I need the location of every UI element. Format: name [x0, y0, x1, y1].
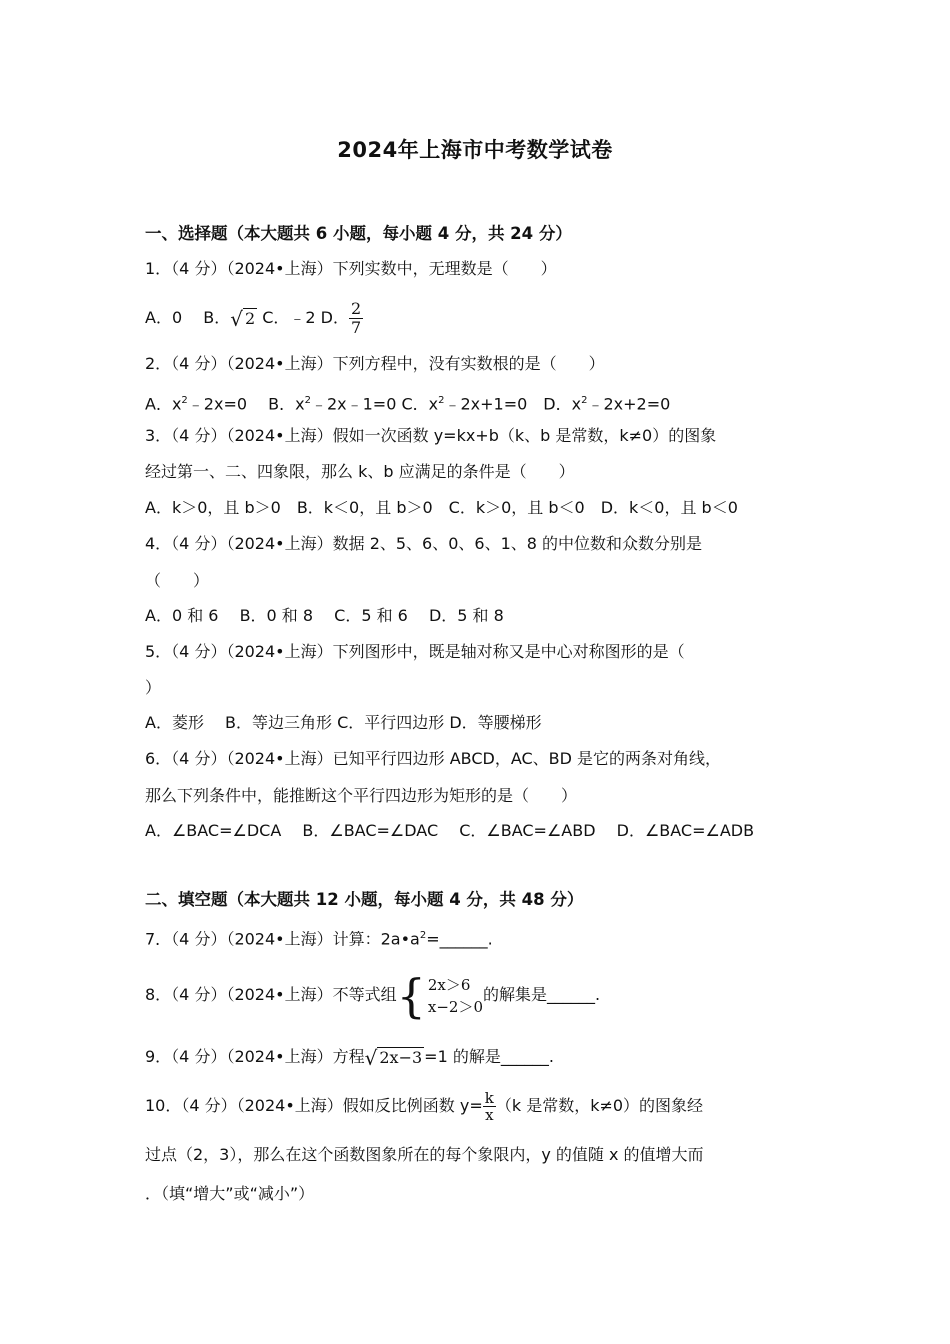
- question-3-options: A．k＞0，且 b＞0 B．k＜0，且 b＞0 C．k＞0，且 b＜0 D．k＜0，且 b＜0: [145, 498, 738, 517]
- question-5-options: A．菱形 B．等边三角形 C．平行四边形 D．等腰梯形: [145, 713, 542, 732]
- question-5-line-1: 5．（4 分）（2024•上海）下列图形中，既是轴对称又是中心对称图形的是（: [145, 642, 685, 661]
- exponent: 2: [181, 395, 188, 406]
- question-5-line-2: ）: [145, 678, 162, 697]
- section-heading-choice: 一、选择题（本大题共 6 小题，每小题 4 分，共 24 分）: [145, 224, 572, 243]
- exponent: 2: [304, 395, 311, 406]
- question-4-line-1: 4．（4 分）（2024•上海）数据 2、5、6、0、6、1、8 的中位数和众数分别是: [145, 534, 703, 553]
- q2-option-a-b: ﹣2x=0 B．x: [187, 394, 305, 414]
- question-8: [145, 968, 601, 1023]
- inequality-row-1: 2x＞6: [427, 975, 471, 994]
- q1-option-c-d: C．﹣2 D．: [257, 308, 349, 327]
- question-10-line-3: ．（填“增大”或“减小”）: [145, 1184, 315, 1203]
- q1-option-a-b: A．0 B．: [145, 308, 231, 327]
- q2-option-a-label: A．x: [145, 394, 182, 414]
- exponent: 2: [438, 395, 445, 406]
- question-2-options: [145, 390, 670, 415]
- question-9: [145, 1044, 554, 1070]
- section-heading-fill: 二、填空题（本大题共 12 小题，每小题 4 分，共 48 分）: [145, 890, 584, 909]
- q9-radicand: 2x−3: [379, 1048, 423, 1067]
- q9-blank: =1 的解是______.: [424, 1047, 554, 1066]
- sqrt-symbol: √ 2x−3: [364, 1046, 423, 1070]
- question-6-options: A．∠BAC=∠DCA B．∠BAC=∠DAC C．∠BAC=∠ABD D．∠BAC=∠ADB: [145, 821, 755, 840]
- fraction-numerator: k: [484, 1088, 494, 1107]
- q10-fraction: [483, 1090, 496, 1124]
- question-10-line-1: [145, 1086, 703, 1126]
- question-3-line-1: 3．（4 分）（2024•上海）假如一次函数 y=kx+b（k、b 是常数，k≠0）的图象: [145, 426, 717, 445]
- page-title: 2024年上海市中考数学试卷: [337, 138, 613, 162]
- q7-blank: =______.: [426, 929, 493, 949]
- question-6-line-2: 那么下列条件中，能推断这个平行四边形为矩形的是（ ）: [145, 786, 578, 805]
- fraction-numerator: 2: [351, 299, 362, 319]
- inequality-system: [396, 968, 484, 1023]
- q8-blank: 的解集是______.: [483, 985, 601, 1004]
- sqrt-symbol: √ 2: [230, 307, 256, 331]
- q1-radicand: 2: [244, 309, 256, 328]
- question-10-line-2: 过点（2，3），那么在这个函数图象所在的每个象限内，y 的值随 x 的值增大而: [145, 1145, 704, 1164]
- q9-stem: 9．（4 分）（2024•上海）方程: [145, 1047, 365, 1066]
- q8-stem: 8．（4 分）（2024•上海）不等式组: [145, 985, 397, 1004]
- question-7: [145, 925, 493, 950]
- fraction-denominator: x: [485, 1106, 494, 1124]
- q10-stem-continued: （k 是常数，k≠0）的图象经: [495, 1096, 704, 1115]
- q2-option-d: ﹣2x+2=0: [587, 394, 671, 414]
- exponent: 2: [581, 395, 588, 406]
- question-4-options: A．0 和 6 B．0 和 8 C．5 和 6 D．5 和 8: [145, 606, 504, 625]
- q10-stem: 10．（4 分）（2024•上海）假如反比例函数 y=: [145, 1096, 483, 1115]
- q2-option-b-c: ﹣2x﹣1=0 C．x: [310, 394, 439, 414]
- question-6-line-1: 6．（4 分）（2024•上海）已知平行四边形 ABCD，AC、BD 是它的两条对角线，: [145, 749, 722, 768]
- q1-fraction: [349, 300, 363, 336]
- question-1-stem: 1．（4 分）（2024•上海）下列实数中，无理数是（ ）: [145, 259, 557, 278]
- inequality-row-2: x−2＞0: [427, 997, 484, 1016]
- q2-option-c-d: ﹣2x+1=0 D．x: [444, 394, 582, 414]
- question-1-options: [145, 300, 363, 337]
- fraction-denominator: 7: [351, 318, 362, 337]
- question-2-stem: 2．（4 分）（2024•上海）下列方程中，没有实数根的是（ ）: [145, 354, 605, 373]
- question-3-line-2: 经过第一、二、四象限，那么 k、b 应满足的条件是（ ）: [145, 462, 575, 481]
- left-brace-icon: {: [396, 968, 426, 1023]
- exponent: 2: [419, 930, 427, 941]
- question-4-line-2: （ ）: [145, 571, 210, 590]
- q7-stem: 7．（4 分）（2024•上海）计算：2a•a: [145, 929, 420, 949]
